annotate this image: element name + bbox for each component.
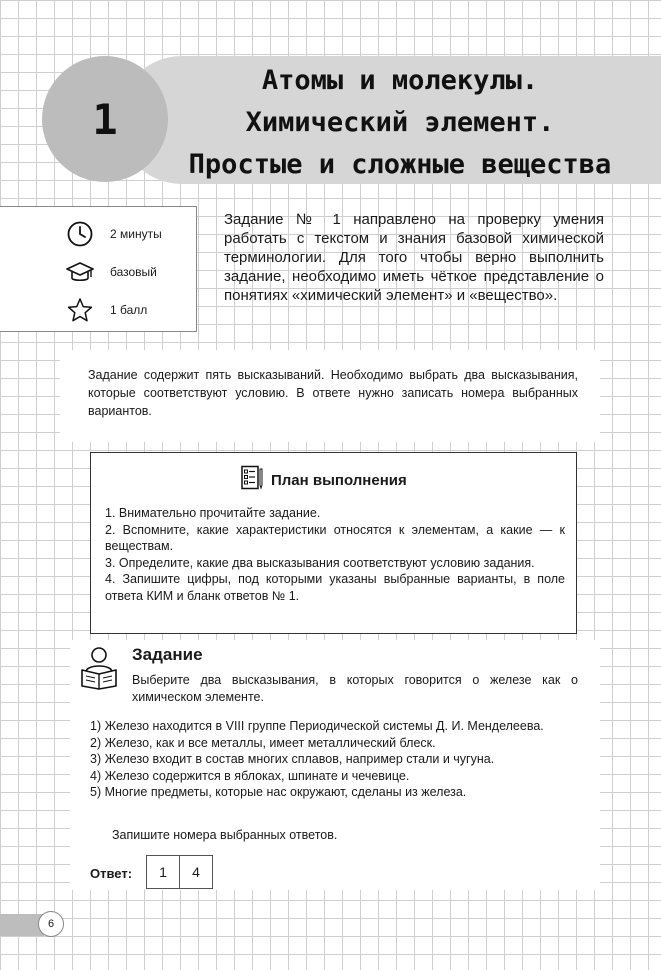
graduation-cap-icon <box>66 259 94 285</box>
option-item: 3) Железо входит в состав многих сплавов, например стали и чугуна. <box>90 752 495 766</box>
answer-label: Ответ: <box>90 866 133 881</box>
plan-step: 3. Определите, какие два высказывания соответствуют условию задания. <box>105 555 535 570</box>
plan-steps <box>105 505 565 604</box>
clock-icon <box>66 221 94 247</box>
info-level-label: базовый <box>110 265 157 279</box>
answer-instruction: Запишите номера выбранных ответов. <box>112 828 338 842</box>
option-item: 1) Железо находится в VIII группе Периодической системы Д. И. Менделеева. <box>90 719 544 733</box>
answer-cell-1[interactable]: 1 <box>146 855 180 889</box>
intro-text: Задание № 1 направлено на проверку умения работать с текстом и знания базовой химической терминологии. Для того чтобы верно выполнить задание, необходимо иметь чёткое представление о понятиях «химический элемент» и «вещество». <box>224 211 604 304</box>
student-reading-icon <box>78 646 120 695</box>
plan-step: 4. Запишите цифры, под которыми указаны выбранные варианты, в поле ответа КИМ и бланк ответов № 1. <box>105 572 565 603</box>
info-level <box>66 259 157 285</box>
task-options <box>90 718 580 801</box>
description-text: Задание содержит пять высказываний. Необходимо выбрать два высказывания, которые соответствуют условию. В ответе нужно записать номера выбранных вариантов. <box>88 368 578 418</box>
plan-step: 1. Внимательно прочитайте задание. <box>105 506 321 520</box>
plan-step: 2. Вспомните, какие характеристики относятся к элементам, а какие — к веществам. <box>105 522 565 553</box>
option-item: 5) Многие предметы, которые нас окружают, сделаны из железа. <box>90 785 467 799</box>
task-title: Задание <box>132 645 203 664</box>
plan-title: План выполнения <box>271 472 407 489</box>
plan-box <box>90 452 577 634</box>
title-line-2: Химический элемент. <box>245 107 555 138</box>
title-line-1: Атомы и молекулы. <box>261 65 539 96</box>
info-score <box>66 297 147 323</box>
task-info-box <box>0 206 197 332</box>
task-prompt: Выберите два высказывания, в которых говорится о железе как о химическом элементе. <box>132 673 578 704</box>
star-icon <box>66 297 94 323</box>
answer-cell-2[interactable]: 4 <box>180 855 213 889</box>
info-time <box>66 221 162 247</box>
info-score-label: 1 балл <box>110 303 148 317</box>
option-item: 4) Железо содержится в яблоках, шпинате и чечевице. <box>90 768 410 783</box>
description-panel <box>60 350 600 442</box>
chapter-number: 1 <box>42 56 168 182</box>
page-number: 6 <box>38 911 64 937</box>
checklist-icon <box>241 465 263 496</box>
title-line-3: Простые и сложные вещества <box>188 149 612 180</box>
plan-header <box>241 465 407 496</box>
answer-field <box>146 855 213 889</box>
option-item: 2) Железо, как и все металлы, имеет металлический блеск. <box>90 735 436 750</box>
info-time-label: 2 минуты <box>110 227 162 241</box>
page-title <box>150 60 650 186</box>
